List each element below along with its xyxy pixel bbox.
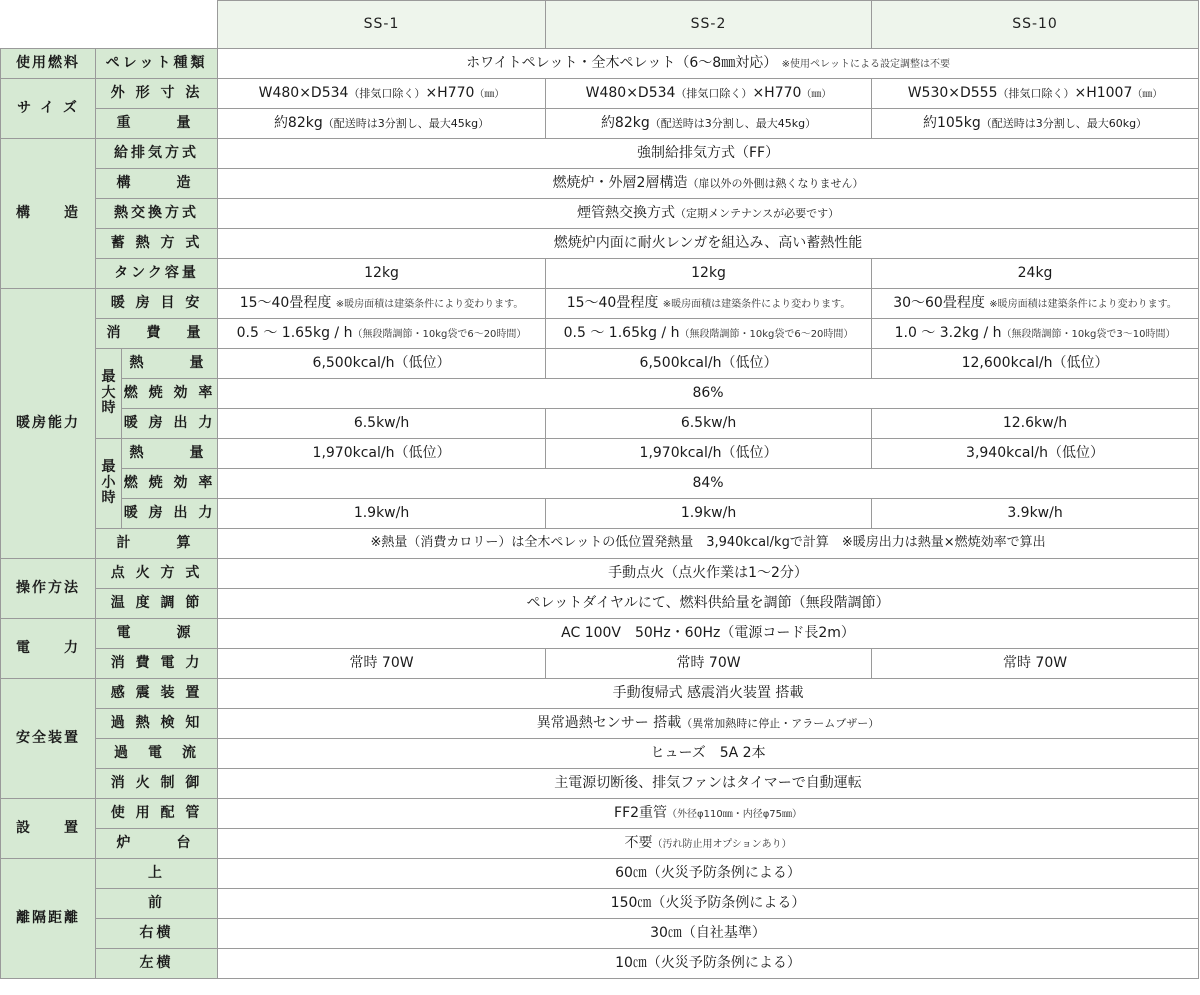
value-tank-ss2: 12kg <box>546 259 872 289</box>
row-temp <box>1 589 1199 619</box>
row-storage <box>1 229 1199 259</box>
value-tank-ss1: 12kg <box>218 259 546 289</box>
value-top: 60㎝（火災予防条例による） <box>218 859 1199 889</box>
value-usage-ss2: 常時 70W <box>546 649 872 679</box>
value-guide-ss1: 15〜40畳程度 ※暖房面積は建築条件により変わります。 <box>218 289 546 319</box>
value-front: 150㎝（火災予防条例による） <box>218 889 1199 919</box>
row-overheat <box>1 709 1199 739</box>
value-left: 10㎝（火災予防条例による） <box>218 949 1199 979</box>
row-max-eff <box>1 379 1199 409</box>
value-hearth: 不要（汚れ防止用オプションあり） <box>218 829 1199 859</box>
value-weight-ss2: 約82kg（配送時は3分割し、最大45kg） <box>546 109 872 139</box>
label-usage: 消 費 電 力 <box>96 649 218 679</box>
row-right <box>1 919 1199 949</box>
label-overheat: 過 熱 検 知 <box>96 709 218 739</box>
category-safety: 安全装置 <box>1 679 96 799</box>
label-max-eff: 燃 焼 効 率 <box>122 379 218 409</box>
value-min-heat-ss2: 1,970kcal/h（低位） <box>546 439 872 469</box>
label-tank: タンク容量 <box>96 259 218 289</box>
value-current: ヒューズ 5A 2本 <box>218 739 1199 769</box>
row-source <box>1 619 1199 649</box>
value-right: 30㎝（自社基準） <box>218 919 1199 949</box>
label-quake: 感 震 装 置 <box>96 679 218 709</box>
row-ignition <box>1 559 1199 589</box>
label-ignition: 点 火 方 式 <box>96 559 218 589</box>
row-dims <box>1 79 1199 109</box>
value-construction: 燃焼炉・外層2層構造（扉以外の外側は熱くなりません） <box>218 169 1199 199</box>
row-current <box>1 739 1199 769</box>
row-tank <box>1 259 1199 289</box>
value-quake: 手動復帰式 感震消火装置 搭載 <box>218 679 1199 709</box>
row-min-heat <box>1 439 1199 469</box>
value-calc: ※熱量（消費カロリー）は全木ペレットの低位置発熱量 3,940kcal/kgで計算 ※暖房出力は熱量×燃焼効率で算出 <box>218 529 1199 559</box>
row-top <box>1 859 1199 889</box>
label-right: 右横 <box>96 919 218 949</box>
row-pellet <box>1 49 1199 79</box>
value-ignition: 手動点火（点火作業は1〜2分） <box>218 559 1199 589</box>
value-extinguish: 主電源切断後、排気ファンはタイマーで自動運転 <box>218 769 1199 799</box>
label-dims: 外 形 寸 法 <box>96 79 218 109</box>
row-min-eff <box>1 469 1199 499</box>
group-min: 最小時 <box>96 439 122 529</box>
value-tank-ss10: 24kg <box>872 259 1199 289</box>
header-blank <box>1 1 218 49</box>
label-min-heat: 熱 量 <box>122 439 218 469</box>
value-guide-ss2: 15〜40畳程度 ※暖房面積は建築条件により変わります。 <box>546 289 872 319</box>
row-max-heat <box>1 349 1199 379</box>
value-consumption-ss1: 0.5 〜 1.65kg / h（無段階調節・10kg袋で6〜20時間） <box>218 319 546 349</box>
row-exchange <box>1 199 1199 229</box>
value-min-heat-ss10: 3,940kcal/h（低位） <box>872 439 1199 469</box>
row-guide <box>1 289 1199 319</box>
label-pipe: 使 用 配 管 <box>96 799 218 829</box>
label-current: 過 電 流 <box>96 739 218 769</box>
row-quake <box>1 679 1199 709</box>
value-temp: ペレットダイヤルにて、燃料供給量を調節（無段階調節） <box>218 589 1199 619</box>
category-fuel: 使用燃料 <box>1 49 96 79</box>
value-min-out-ss1: 1.9kw/h <box>218 499 546 529</box>
label-left: 左横 <box>96 949 218 979</box>
category-heating: 暖房能力 <box>1 289 96 559</box>
header-row <box>1 1 1199 49</box>
category-distance: 離隔距離 <box>1 859 96 979</box>
value-pipe: FF2重管（外径φ110㎜・内径φ75㎜） <box>218 799 1199 829</box>
value-overheat: 異常過熱センサー 搭載（異常加熱時に停止・アラームブザー） <box>218 709 1199 739</box>
label-min-out: 暖 房 出 力 <box>122 499 218 529</box>
label-min-eff: 燃 焼 効 率 <box>122 469 218 499</box>
value-min-eff: 84% <box>218 469 1199 499</box>
model-header-ss10: SS-10 <box>872 1 1199 49</box>
label-front: 前 <box>96 889 218 919</box>
value-pellet: ホワイトペレット・全木ペレット（6〜8㎜対応） ※使用ペレットによる設定調整は不要 <box>218 49 1199 79</box>
row-exhaust <box>1 139 1199 169</box>
value-max-out-ss1: 6.5kw/h <box>218 409 546 439</box>
row-calc <box>1 529 1199 559</box>
label-extinguish: 消 火 制 御 <box>96 769 218 799</box>
value-dims-ss10: W530×D555（排気口除く）×H1007（㎜） <box>872 79 1199 109</box>
row-weight <box>1 109 1199 139</box>
label-source: 電 源 <box>96 619 218 649</box>
row-consumption <box>1 319 1199 349</box>
value-weight-ss10: 約105kg（配送時は3分割し、最大60kg） <box>872 109 1199 139</box>
value-max-eff: 86% <box>218 379 1199 409</box>
row-min-out <box>1 499 1199 529</box>
label-exchange: 熱交換方式 <box>96 199 218 229</box>
label-consumption: 消 費 量 <box>96 319 218 349</box>
label-max-heat: 熱 量 <box>122 349 218 379</box>
value-min-out-ss10: 3.9kw/h <box>872 499 1199 529</box>
value-exhaust: 強制給排気方式（FF） <box>218 139 1199 169</box>
row-extinguish <box>1 769 1199 799</box>
value-usage-ss10: 常時 70W <box>872 649 1199 679</box>
label-guide: 暖 房 目 安 <box>96 289 218 319</box>
row-left <box>1 949 1199 979</box>
category-power: 電 力 <box>1 619 96 679</box>
row-usage <box>1 649 1199 679</box>
value-exchange: 煙管熱交換方式（定期メンテナンスが必要です） <box>218 199 1199 229</box>
label-pellet: ペレット種類 <box>96 49 218 79</box>
row-construction <box>1 169 1199 199</box>
label-temp: 温 度 調 節 <box>96 589 218 619</box>
value-max-out-ss2: 6.5kw/h <box>546 409 872 439</box>
group-max: 最大時 <box>96 349 122 439</box>
value-min-heat-ss1: 1,970kcal/h（低位） <box>218 439 546 469</box>
model-header-ss1: SS-1 <box>218 1 546 49</box>
value-dims-ss1: W480×D534（排気口除く）×H770（㎜） <box>218 79 546 109</box>
value-max-heat-ss2: 6,500kcal/h（低位） <box>546 349 872 379</box>
value-consumption-ss2: 0.5 〜 1.65kg / h（無段階調節・10kg袋で6〜20時間） <box>546 319 872 349</box>
row-front <box>1 889 1199 919</box>
value-max-heat-ss10: 12,600kcal/h（低位） <box>872 349 1199 379</box>
row-max-out <box>1 409 1199 439</box>
label-construction: 構 造 <box>96 169 218 199</box>
value-consumption-ss10: 1.0 〜 3.2kg / h（無段階調節・10kg袋で3〜10時間） <box>872 319 1199 349</box>
value-usage-ss1: 常時 70W <box>218 649 546 679</box>
label-top: 上 <box>96 859 218 889</box>
label-calc: 計 算 <box>96 529 218 559</box>
value-dims-ss2: W480×D534（排気口除く）×H770（㎜） <box>546 79 872 109</box>
label-hearth: 炉 台 <box>96 829 218 859</box>
model-header-ss2: SS-2 <box>546 1 872 49</box>
value-guide-ss10: 30〜60畳程度 ※暖房面積は建築条件により変わります。 <box>872 289 1199 319</box>
category-install: 設 置 <box>1 799 96 859</box>
label-storage: 蓄 熱 方 式 <box>96 229 218 259</box>
category-size: サ イ ズ <box>1 79 96 139</box>
label-weight: 重 量 <box>96 109 218 139</box>
value-min-out-ss2: 1.9kw/h <box>546 499 872 529</box>
row-pipe <box>1 799 1199 829</box>
value-source: AC 100V 50Hz・60Hz（電源コード長2m） <box>218 619 1199 649</box>
value-weight-ss1: 約82kg（配送時は3分割し、最大45kg） <box>218 109 546 139</box>
label-max-out: 暖 房 出 力 <box>122 409 218 439</box>
label-exhaust: 給排気方式 <box>96 139 218 169</box>
category-structure: 構 造 <box>1 139 96 289</box>
category-operation: 操作方法 <box>1 559 96 619</box>
value-max-out-ss10: 12.6kw/h <box>872 409 1199 439</box>
value-max-heat-ss1: 6,500kcal/h（低位） <box>218 349 546 379</box>
row-hearth <box>1 829 1199 859</box>
value-storage: 燃焼炉内面に耐火レンガを組込み、高い蓄熱性能 <box>218 229 1199 259</box>
